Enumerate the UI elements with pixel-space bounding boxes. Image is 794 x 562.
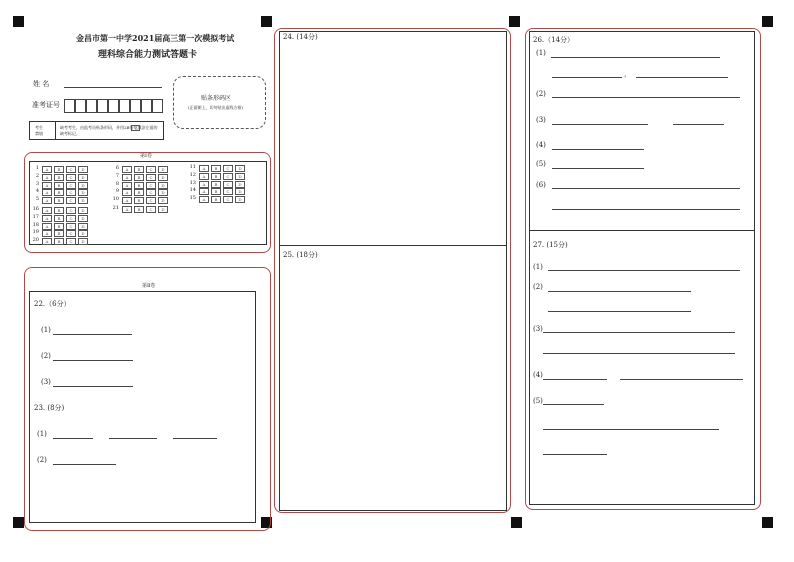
q26-part2-label: (2) [536, 90, 546, 98]
answer-bubble-c[interactable]: C [223, 188, 233, 195]
question-number: 4 [35, 188, 39, 195]
notice-label: 考生 禁填 [35, 125, 43, 136]
answer-bubble-c[interactable]: C [146, 166, 156, 173]
absent-mark-box[interactable] [131, 125, 140, 131]
q27-part5-answer-a[interactable] [543, 404, 604, 405]
q26-part3-answer-b[interactable] [673, 124, 724, 125]
q27-part5-answer-b[interactable] [543, 429, 719, 430]
answer-bubble-a[interactable]: A [42, 207, 52, 214]
answer-bubble-b[interactable]: B [134, 182, 144, 189]
q26-box [529, 31, 755, 232]
answer-bubble-b[interactable]: B [54, 207, 64, 214]
digit-box[interactable] [64, 99, 75, 113]
answer-bubble-c[interactable]: C [146, 189, 156, 196]
q27-part2-answer-b[interactable] [548, 311, 691, 312]
q27-part1-label: (1) [533, 263, 543, 271]
barcode-note: (正面朝上，切勿贴出虚线方框) [188, 105, 244, 110]
answer-bubble-c[interactable]: C [66, 197, 76, 204]
question-number: 5 [35, 196, 39, 203]
answer-bubble-d[interactable]: D [158, 182, 168, 189]
barcode-title: 贴条形码区 [201, 95, 232, 102]
question-number: 21 [112, 205, 119, 211]
digit-box[interactable] [130, 99, 141, 113]
answer-bubble-a[interactable]: A [42, 215, 52, 222]
answer-bubble-b[interactable]: B [54, 238, 64, 245]
answer-bubble-b[interactable]: B [134, 174, 144, 181]
q27-part2-answer-a[interactable] [548, 291, 691, 292]
digit-box[interactable] [86, 99, 97, 113]
q23-part2-label: (2) [37, 456, 47, 464]
question-number: 20 [32, 237, 39, 244]
answer-bubble-d[interactable]: D [78, 230, 88, 237]
answer-bubble-b[interactable]: B [211, 188, 221, 195]
answer-bubble-a[interactable]: A [199, 181, 209, 188]
q23-part1-label: (1) [37, 430, 47, 438]
answer-bubble-b[interactable]: B [54, 230, 64, 237]
q26-part1-answer[interactable] [551, 57, 720, 58]
answer-bubble-a[interactable]: A [42, 230, 52, 237]
answer-bubble-c[interactable]: C [66, 174, 76, 181]
answer-bubble-d[interactable]: D [158, 166, 168, 173]
answer-bubble-d[interactable]: D [78, 207, 88, 214]
answer-bubble-d[interactable]: D [78, 215, 88, 222]
answer-bubble-c[interactable]: C [223, 165, 233, 172]
question-number: 9 [115, 188, 119, 195]
q26-part6-answer-a[interactable] [552, 188, 740, 189]
answer-bubble-b[interactable]: B [54, 174, 64, 181]
q23-part1-answer-b[interactable] [109, 438, 157, 439]
answer-bubble-a[interactable]: A [199, 173, 209, 180]
digit-box[interactable] [141, 99, 152, 113]
q26-part5-label: (5) [536, 160, 546, 168]
q27-part4-answer-b[interactable] [620, 379, 743, 380]
answer-bubble-d[interactable]: D [235, 165, 245, 172]
answer-bubble-a[interactable]: A [42, 166, 52, 173]
answer-bubble-a[interactable]: A [42, 182, 52, 189]
digit-box[interactable] [119, 99, 130, 113]
answer-bubble-b[interactable]: B [54, 166, 64, 173]
card-title: 理科综合能力测试答题卡 [98, 50, 198, 60]
q26-part1-separator: ， [624, 70, 631, 78]
answer-bubble-d[interactable]: D [235, 196, 245, 203]
answer-bubble-b[interactable]: B [134, 197, 144, 204]
question-number: 17 [32, 213, 39, 220]
section2-title: 第Ⅱ卷 [142, 283, 156, 289]
answer-bubble-b[interactable]: B [134, 206, 144, 213]
answer-bubble-c[interactable]: C [66, 166, 76, 173]
answer-bubble-a[interactable]: A [42, 197, 52, 204]
answer-bubble-d[interactable]: D [78, 238, 88, 245]
answer-bubble-a[interactable]: A [122, 189, 132, 196]
answer-bubble-c[interactable]: C [146, 182, 156, 189]
answer-bubble-d[interactable]: D [78, 182, 88, 189]
q26-part5-answer[interactable] [552, 168, 644, 169]
answer-bubble-b[interactable]: B [211, 173, 221, 180]
answer-bubble-c[interactable]: C [223, 173, 233, 180]
q22-part1-label: (1) [41, 326, 51, 334]
answer-bubble-c[interactable]: C [66, 223, 76, 230]
answer-bubble-d[interactable]: D [235, 181, 245, 188]
q25-box[interactable] [279, 245, 507, 511]
answer-bubble-b[interactable]: B [134, 166, 144, 173]
answer-bubble-b[interactable]: B [54, 215, 64, 222]
answer-bubble-a[interactable]: A [122, 166, 132, 173]
question-number: 13 [189, 179, 196, 186]
answer-bubble-a[interactable]: A [199, 196, 209, 203]
answer-bubble-b[interactable]: B [54, 197, 64, 204]
answer-bubble-b[interactable]: B [54, 182, 64, 189]
answer-bubble-c[interactable]: C [66, 215, 76, 222]
answer-bubble-d[interactable]: D [158, 197, 168, 204]
answer-bubble-a[interactable]: A [122, 182, 132, 189]
q26-label: 26.（14分） [533, 36, 575, 44]
notice-label-cell [30, 122, 56, 139]
question-number: 18 [32, 221, 39, 228]
answer-bubble-c[interactable]: C [223, 181, 233, 188]
q23-part2-answer[interactable] [53, 464, 116, 465]
answer-bubble-c[interactable]: C [66, 230, 76, 237]
q27-part5-answer-c[interactable] [543, 454, 607, 455]
answer-bubble-a[interactable]: A [42, 223, 52, 230]
q22-part3-answer[interactable] [53, 386, 133, 387]
answer-bubble-c[interactable]: C [146, 197, 156, 204]
q26-part6-answer-b[interactable] [552, 209, 740, 210]
q22-part2-answer[interactable] [53, 360, 133, 361]
alignment-mark [762, 517, 773, 528]
answer-bubble-c[interactable]: C [66, 207, 76, 214]
answer-bubble-b[interactable]: B [211, 196, 221, 203]
q22-part2-label: (2) [41, 352, 51, 360]
q26-part2-answer[interactable] [552, 97, 740, 98]
question-number: 6 [115, 165, 119, 171]
digit-box[interactable] [152, 99, 163, 113]
exam-title: 金昌市第一中学2021届高三第一次模拟考试 [76, 33, 235, 43]
alignment-mark [13, 517, 24, 528]
q23-label: 23. (8分) [34, 404, 65, 412]
answer-bubble-d[interactable]: D [158, 189, 168, 196]
q22-part3-label: (3) [41, 378, 51, 386]
answer-bubble-d[interactable]: D [78, 223, 88, 230]
answer-bubble-a[interactable]: A [42, 174, 52, 181]
answer-bubble-b[interactable]: B [54, 223, 64, 230]
section1-title: 第Ⅰ卷 [140, 153, 152, 159]
q23-part1-answer-c[interactable] [173, 438, 217, 439]
notice-box [29, 121, 164, 140]
alignment-mark [511, 517, 522, 528]
question-number: 1 [35, 165, 39, 171]
alignment-mark [261, 16, 272, 27]
answer-bubble-c[interactable]: C [66, 238, 76, 245]
answer-bubble-d[interactable]: D [78, 174, 88, 181]
answer-bubble-d[interactable]: D [158, 206, 168, 213]
answer-bubble-c[interactable]: C [146, 174, 156, 181]
barcode-area [173, 76, 266, 129]
name-label: 姓 名 [33, 80, 50, 88]
q27-part3-answer-b[interactable] [543, 353, 735, 354]
answer-bubble-d[interactable]: D [235, 173, 245, 180]
answer-bubble-c[interactable]: C [223, 196, 233, 203]
section1-box [29, 161, 267, 245]
q26-part3-answer-a[interactable] [552, 124, 648, 125]
digit-box[interactable] [75, 99, 86, 113]
answer-bubble-a[interactable]: A [122, 206, 132, 213]
q26-part3-label: (3) [536, 116, 546, 124]
q26-part6-label: (6) [536, 181, 546, 189]
alignment-mark [13, 16, 24, 27]
q27-part4-answer-a[interactable] [543, 379, 607, 380]
question-number: 12 [189, 171, 196, 178]
question-number: 14 [189, 187, 196, 194]
answer-bubble-a[interactable]: A [122, 174, 132, 181]
answer-bubble-a[interactable]: A [42, 189, 52, 196]
alignment-mark [762, 16, 773, 27]
q27-part3-answer-a[interactable] [543, 332, 735, 333]
answer-bubble-d[interactable]: D [78, 189, 88, 196]
exam-number-field[interactable] [64, 99, 164, 113]
q26-part4-label: (4) [536, 141, 546, 149]
answer-bubble-a[interactable]: A [42, 238, 52, 245]
question-number: 11 [189, 164, 196, 170]
digit-box[interactable] [97, 99, 108, 113]
q27-part3-label: (3) [533, 325, 543, 333]
q24-label: 24. (14分) [283, 33, 318, 41]
q27-box [529, 230, 755, 505]
q27-part1-answer[interactable] [548, 270, 740, 271]
q22-label: 22.（6分） [34, 300, 71, 308]
answer-bubble-c[interactable]: C [146, 206, 156, 213]
answer-bubble-b[interactable]: B [211, 165, 221, 172]
q25-label: 25. (18分) [283, 251, 318, 259]
answer-bubble-b[interactable]: B [134, 189, 144, 196]
answer-bubble-a[interactable]: A [122, 197, 132, 204]
question-number: 8 [115, 180, 119, 187]
question-number: 7 [115, 172, 119, 179]
q23-part1-answer-a[interactable] [53, 438, 93, 439]
question-number: 15 [189, 195, 196, 202]
answer-bubble-d[interactable]: D [235, 188, 245, 195]
name-field[interactable] [64, 87, 162, 88]
q27-label: 27. (15分) [533, 241, 568, 249]
answer-bubble-d[interactable]: D [78, 166, 88, 173]
q22-part1-answer[interactable] [53, 334, 132, 335]
answer-bubble-b[interactable]: B [211, 181, 221, 188]
answer-bubble-c[interactable]: C [66, 189, 76, 196]
q26-part1-answer-b[interactable] [636, 77, 728, 78]
q27-part2-label: (2) [533, 283, 543, 291]
q27-part4-label: (4) [533, 371, 543, 379]
question-number: 2 [35, 172, 39, 179]
answer-bubble-d[interactable]: D [78, 197, 88, 204]
question-number: 3 [35, 180, 39, 187]
question-number: 10 [112, 196, 119, 203]
question-number: 19 [32, 229, 39, 236]
answer-bubble-d[interactable]: D [158, 174, 168, 181]
digit-box[interactable] [108, 99, 119, 113]
answer-bubble-a[interactable]: A [199, 165, 209, 172]
answer-bubble-c[interactable]: C [66, 182, 76, 189]
question-number: 16 [32, 206, 39, 212]
notice-text: 缺考考生，由监考员贴条形码，并用2B铅笔填涂左面的缺考标记。 [60, 125, 158, 136]
q26-part1-answer-a[interactable] [552, 77, 622, 78]
q27-part5-label: (5) [533, 397, 543, 405]
exam-number-label: 准考证号 [32, 101, 60, 109]
answer-bubble-a[interactable]: A [199, 188, 209, 195]
answer-bubble-b[interactable]: B [54, 189, 64, 196]
q26-part4-answer[interactable] [552, 149, 644, 150]
alignment-mark [509, 16, 520, 27]
q26-part1-label: (1) [536, 49, 546, 57]
q24-box[interactable] [279, 31, 507, 247]
